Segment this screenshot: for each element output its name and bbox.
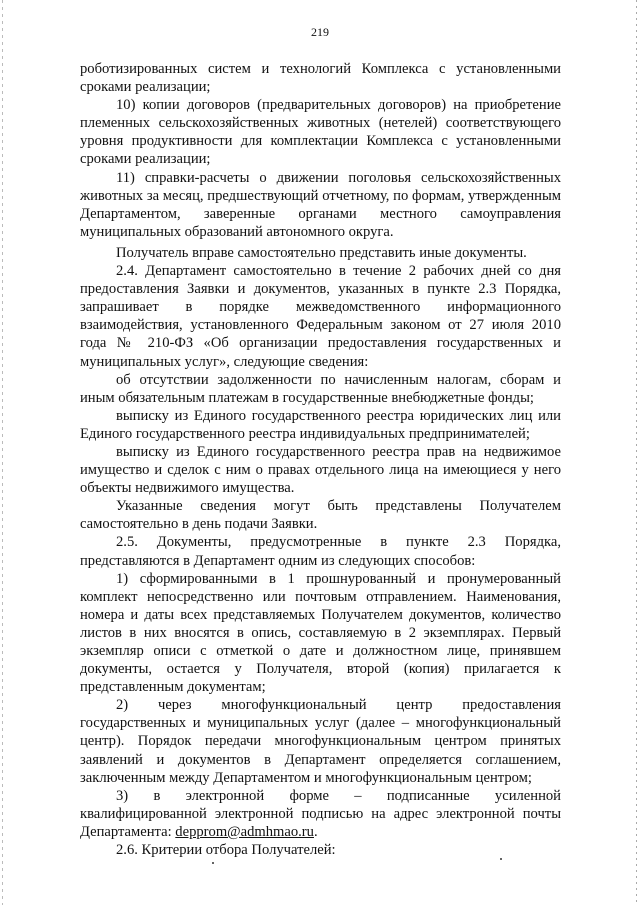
paragraph-method-1: 1) сформированными в 1 прошнурованный и пронумерованный комплект непосредственно или почтовым отправлением. Наименования, номера и даты всех представляемых Получателем документов, количество листов в них вносятся в опись, составляемую в 2 экземплярах. Первый экземпляр описи с отметкой о дате и должностном лице, принявшем документы, остается у Получателя, второй (копия) прилагается к представленным документам; [80,570,561,696]
page-number: 219 [311,25,329,39]
paragraph-egrul-extract: выписку из Единого государственного реестра юридических лиц или Единого государственного реестра индивидуальных предпринимателей; [80,407,561,442]
paragraph-tax-arrears: об отсутствии задолженности по начисленным налогам, сборам и иным обязательным платежам в государственные внебюджетные фонды; [80,371,561,406]
paragraph-item-10: 10) копии договоров (предварительных договоров) на приобретение племенных сельскохозяйственных животных (нетелей) соответствующего уровня продуктивности для комплектации Комплекса с установленными сроками реализации; [80,97,561,168]
paragraph-method-2: 2) через многофункциональный центр предоставления государственных и муниципальных услуг (далее – многофункциональный центр). Порядок передачи многофункциональным центром принятых заявлений и документов в Департамент определяется соглашением, заключенным между Департаментом и многофункциональным центром; [80,697,561,786]
paragraph-continuation: роботизированных систем и технологий Комплекса с установленными сроками реализации; [80,61,561,96]
paragraph-method-3-text: 3) в электронной форме – подписанные усиленной квалифицированной электронной подписью на адрес электронной почты Департамента: [80,787,561,840]
paragraph-item-11: 11) справки-расчеты о движении поголовья сельскохозяйственных животных за месяц, предшествующий отчетному, по формам, утвержденным Департаментом, заверенные органами местного самоуправления муниципальных образований автономного округа. [80,169,561,240]
document-body [80,60,561,859]
paragraph-2-5: 2.5. Документы, предусмотренные в пункте 2.3 Порядка, представляются в Департамент одним из следующих способов: [80,534,561,569]
scan-margin-right [636,0,637,905]
paragraph-method-3 [80,787,561,841]
email-link[interactable]: depprom@admhmao.ru [175,823,314,840]
paragraph-other-documents: Получатель вправе самостоятельно представить иные документы. [116,244,527,261]
paragraph-2-6: 2.6. Критерии отбора Получателей: [116,842,336,859]
scan-speck [500,858,502,860]
paragraph-self-submission: Указанные сведения могут быть представлены Получателем самостоятельно в день подачи Заявки. [80,498,561,533]
paragraph-egrp-extract: выписку из Единого государственного реестра прав на недвижимое имущество и сделок с ним о правах отдельного лица на имеющиеся у него объекты недвижимого имущества. [80,443,561,497]
scan-margin-left [2,0,3,905]
email-suffix: . [313,823,318,840]
paragraph-2-4: 2.4. Департамент самостоятельно в течение 2 рабочих дней со дня предоставления Заявки и документов, указанных в пункте 2.3 Порядка, запрашивает в порядке межведомственного информационного взаимодействия, установленного Федеральным законом от 27 июля 2010 года № 210-ФЗ «Об организации предоставления государственных и муниципальных услуг», следующие сведения: [80,263,561,370]
scan-speck [212,862,214,864]
